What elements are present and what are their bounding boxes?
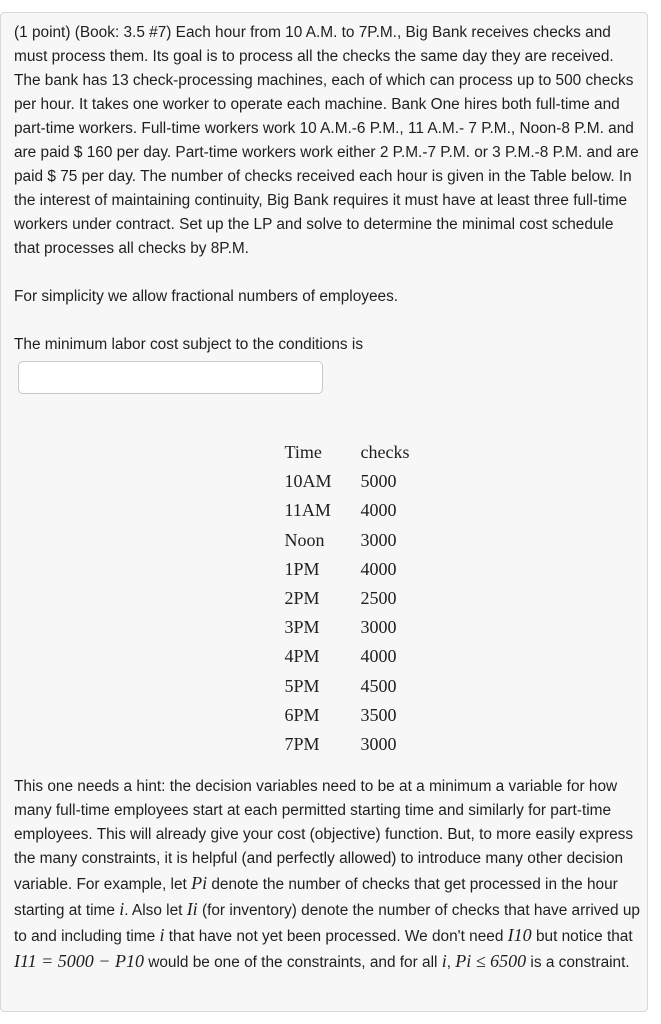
problem-content (14, 21, 640, 975)
hint-text: . Also let (124, 902, 187, 920)
hint-text: (for inventory) denote the number of checks that have arrived up to and including time (14, 902, 640, 946)
time-cell: 10AM (284, 471, 332, 492)
time-cell: 1PM (284, 558, 320, 579)
math-i: i (119, 899, 125, 920)
checks-cell: 3000 (360, 734, 397, 755)
checks-table (285, 438, 410, 759)
table-row (285, 555, 410, 584)
question-label: The minimum labor cost subject to the conditions is (14, 336, 364, 353)
checks-table-wrap (14, 438, 640, 759)
hint-text: , (446, 954, 456, 972)
table-row (285, 730, 410, 759)
checks-cell: 5000 (360, 471, 397, 492)
math-i: i (441, 951, 447, 972)
table-row (285, 613, 410, 642)
math-i10: I10 (507, 925, 532, 946)
table-row (285, 672, 410, 701)
hint-paragraph (14, 775, 640, 975)
table-row (285, 526, 410, 555)
hint-text: is a constraint. (526, 954, 630, 972)
time-cell: 11AM (284, 500, 331, 521)
math-i-i: Ii (186, 899, 198, 920)
hint-text: This one needs a hint: the decision variables need to be at a minimum a variable for how many full-time employees start at each permitted starting time and similarly for part-time employees. This will already give your cost (objective) function. But, to more easily express the many constraints, it is helpful (and perfectly allowed) to introduce many other decision variable. For example, let (14, 778, 634, 894)
hint-text: that have not yet been processed. We don't need (164, 928, 508, 946)
math-i11-constraint: I11 = 5000 − P10 (14, 951, 144, 972)
table-row (285, 584, 410, 613)
checks-cell: 4000 (360, 646, 397, 667)
checks-cell: 4500 (360, 675, 397, 696)
time-cell: 6PM (284, 704, 320, 725)
header-time: Time (284, 442, 322, 462)
simplicity-note: For simplicity we allow fractional numbers of employees. (14, 288, 399, 305)
math-i: i (159, 925, 165, 946)
time-cell: 3PM (284, 617, 320, 638)
problem-statement: (1 point) (Book: 3.5 #7) Each hour from 10 A.M. to 7P.M., Big Bank receives checks and must process them. Its goal is to process all the checks the same day they are received. The bank has 13 check-processing machines, each of which can process up to 500 checks per hour. It takes one worker to operate each machine. Bank One hires both full-time and part-time workers. Full-time workers work 10 A.M.-6 P.M., 11 A.M.- 7 P.M., Noon-8 P.M. and are paid $ 160 per day. Part-time workers work either 2 P.M.-7 P.M. or 3 P.M.-8 P.M. and are paid $ 75 per day. The number of checks received each hour is given in the Table below. In the interest of maintaining continuity, Big Bank requires it must have at least three full-time workers under contract. Set up the LP and solve to determine the minimal cost schedule that processes all checks by 8P.M. (14, 24, 639, 257)
checks-cell: 3000 (360, 529, 397, 550)
time-cell: 7PM (284, 734, 320, 755)
hint-text: denote the number of checks that get processed in the hour starting at time (14, 876, 618, 920)
checks-cell: 3000 (360, 617, 397, 638)
header-checks: checks (360, 442, 410, 462)
hint-text: would be one of the constraints, and for all (143, 954, 442, 972)
time-cell: 5PM (284, 675, 320, 696)
time-cell: 4PM (284, 646, 320, 667)
table-row (285, 701, 410, 730)
checks-cell: 4000 (360, 558, 397, 579)
answer-input[interactable] (18, 361, 323, 394)
table-row (285, 642, 410, 671)
checks-cell: 3500 (360, 704, 397, 725)
checks-cell: 2500 (360, 588, 397, 609)
checks-cell: 4000 (360, 500, 397, 521)
table-row (285, 496, 410, 525)
table-header-row (285, 438, 410, 467)
time-cell: Noon (284, 529, 325, 550)
table-row (285, 467, 410, 496)
hint-text: but notice that (531, 928, 633, 946)
problem-panel (0, 12, 648, 1012)
math-p-i: Pi (191, 873, 208, 894)
time-cell: 2PM (284, 588, 320, 609)
math-pi-constraint: Pi ≤ 6500 (455, 951, 527, 972)
